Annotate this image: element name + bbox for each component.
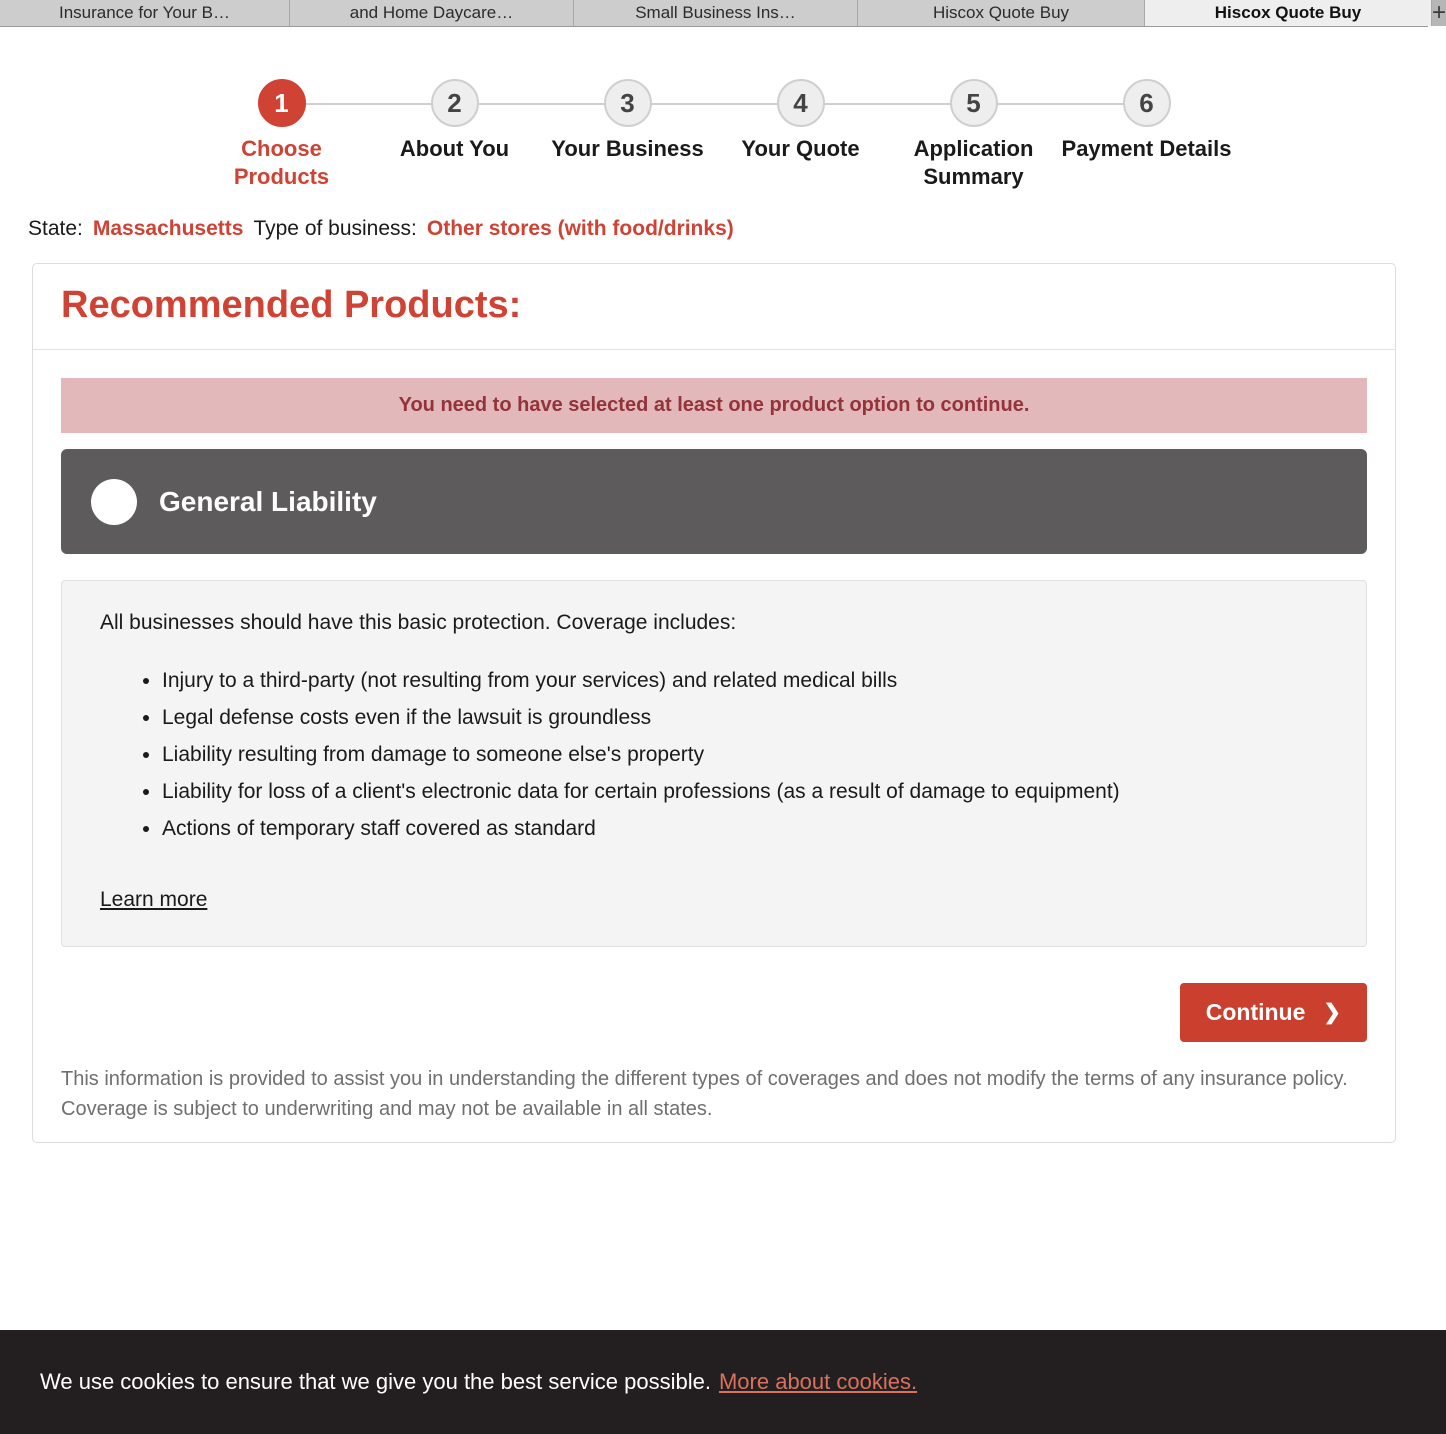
step-connector bbox=[973, 103, 1147, 105]
product-intro-text: All businesses should have this basic protection. Coverage includes: bbox=[100, 611, 737, 634]
step-number: 1 bbox=[258, 79, 306, 127]
list-item: • Legal defense costs even if the lawsuit is groundless bbox=[162, 700, 1328, 736]
step-label: Choose Products bbox=[233, 136, 330, 189]
continue-button-label: Continue bbox=[1205, 999, 1306, 1025]
step-about-you[interactable] bbox=[368, 79, 541, 163]
validation-alert: You need to have selected at least one product option to continue. bbox=[61, 378, 1367, 433]
context-summary bbox=[28, 217, 1428, 241]
step-label: About You bbox=[399, 136, 510, 161]
page-title: Recommended Products: bbox=[61, 284, 522, 326]
step-number: 2 bbox=[431, 79, 479, 127]
step-number: 6 bbox=[1123, 79, 1171, 127]
disclaimer-text: This information is provided to assist you in understanding the different types of coverages and does not modify the terms of any insurance policy. Coverage is subject to underwriting and may not be available in all states. bbox=[61, 1068, 1348, 1120]
step-label: Application Summary bbox=[913, 136, 1034, 189]
card-body bbox=[33, 350, 1395, 1142]
cookie-message: We use cookies to ensure that we give you the best service possible. bbox=[40, 1369, 711, 1394]
business-type-value: Other stores (with food/drinks) bbox=[426, 217, 734, 240]
browser-tab-2[interactable]: and Home Daycare… bbox=[290, 0, 574, 26]
step-number: 5 bbox=[950, 79, 998, 127]
list-item: • Injury to a third-party (not resulting from your services) and related medical bills bbox=[162, 663, 1328, 699]
coverage-list bbox=[100, 663, 1328, 847]
step-label: Your Quote bbox=[741, 136, 860, 161]
browser-tab-3[interactable]: Small Business Ins… bbox=[574, 0, 858, 26]
browser-tab-strip bbox=[0, 0, 1446, 27]
progress-stepper bbox=[0, 27, 1428, 191]
list-item: • Liability resulting from damage to someone else's property bbox=[162, 737, 1328, 773]
chevron-right-icon: ❯ bbox=[1323, 1001, 1341, 1024]
list-item: • Actions of temporary staff covered as standard bbox=[162, 811, 1328, 847]
list-item: • Liability for loss of a client's electronic data for certain professions (as a result of damage to equipment) bbox=[162, 774, 1328, 810]
learn-more-link[interactable]: Learn more bbox=[100, 888, 208, 911]
step-connector bbox=[281, 103, 455, 105]
new-tab-button[interactable]: + bbox=[1432, 0, 1446, 26]
browser-tab-1[interactable]: Insurance for Your B… bbox=[0, 0, 290, 26]
step-label: Payment Details bbox=[1061, 136, 1232, 161]
product-radio-icon[interactable] bbox=[91, 479, 137, 525]
cookie-policy-link[interactable]: More about cookies. bbox=[718, 1369, 918, 1394]
state-value: Massachusetts bbox=[92, 217, 244, 240]
step-connector bbox=[454, 103, 628, 105]
card-header bbox=[33, 264, 1395, 350]
business-type-label: Type of business: bbox=[253, 217, 417, 240]
step-number: 4 bbox=[777, 79, 825, 127]
step-choose-products[interactable] bbox=[195, 79, 368, 191]
recommended-products-card bbox=[32, 263, 1396, 1143]
browser-tab-5-active[interactable]: Hiscox Quote Buy bbox=[1145, 0, 1432, 26]
step-your-quote[interactable] bbox=[714, 79, 887, 163]
product-header-general-liability[interactable] bbox=[61, 449, 1367, 554]
action-row bbox=[61, 983, 1367, 1042]
step-connector bbox=[800, 103, 974, 105]
step-label: Your Business bbox=[551, 136, 704, 161]
step-connector bbox=[627, 103, 801, 105]
continue-button[interactable] bbox=[1180, 983, 1367, 1042]
product-details-panel bbox=[61, 580, 1367, 947]
state-label: State: bbox=[28, 217, 83, 240]
step-payment-details[interactable] bbox=[1060, 79, 1233, 163]
product-name: General Liability bbox=[159, 485, 377, 517]
cookie-consent-bar bbox=[0, 1330, 1446, 1434]
step-application-summary[interactable] bbox=[887, 79, 1060, 191]
step-number: 3 bbox=[604, 79, 652, 127]
step-your-business[interactable] bbox=[541, 79, 714, 163]
browser-tab-4[interactable]: Hiscox Quote Buy bbox=[858, 0, 1145, 26]
